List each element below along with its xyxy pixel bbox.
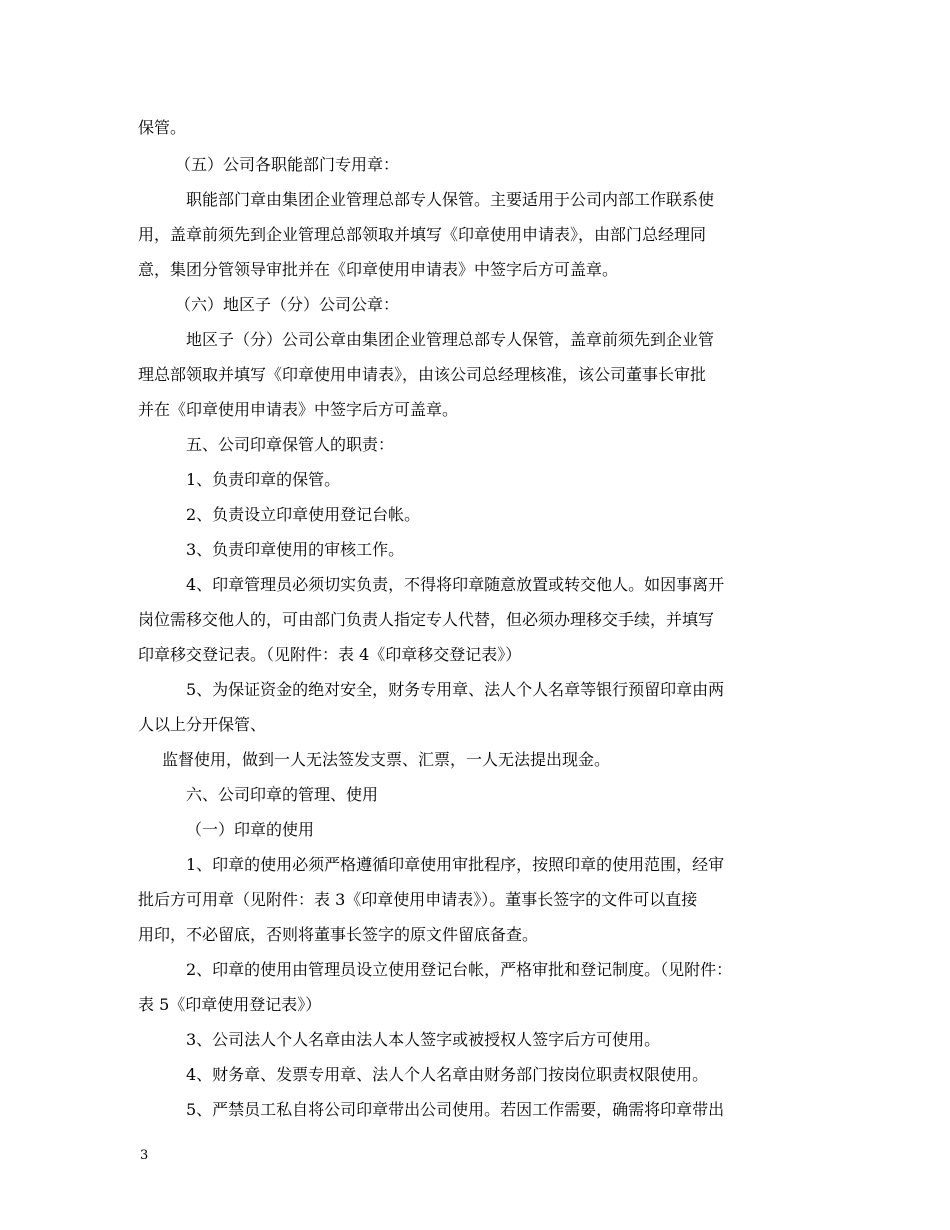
section-heading: （六）地区子（分）公司公章： (175, 295, 400, 314)
list-item: 1、负责印章的保管。 (186, 470, 341, 489)
text-line: 保管。 (138, 118, 187, 137)
text-line: 批后方可用章（见附件：表 3《印章使用申请表》）。董事长签字的文件可以直接 (138, 890, 698, 909)
text-line: 人以上分开保管、 (138, 715, 267, 734)
list-item: 4、财务章、发票专用章、法人个人名章由财务部门按岗位职责权限使用。 (186, 1065, 709, 1084)
text-line: 监督使用，做到一人无法签发支票、汇票，一人无法提出现金。 (162, 750, 611, 769)
text-line: 用印，不必留底，否则将董事长签字的原文件留底备查。 (138, 925, 539, 944)
section-heading: 六、公司印章的管理、使用 (186, 785, 379, 804)
text-line: 地区子（分）公司公章由集团企业管理总部专人保管，盖章前须先到企业管 (186, 330, 715, 349)
text-line: 职能部门章由集团企业管理总部专人保管。主要适用于公司内部工作联系使 (186, 190, 715, 209)
section-heading: （五）公司各职能部门专用章： (175, 155, 400, 174)
list-item: 5、严禁员工私自将公司印章带出公司使用。若因工作需要，确需将印章带出 (186, 1100, 725, 1119)
list-item: 3、负责印章使用的审核工作。 (186, 540, 405, 559)
page-number: 3 (140, 1148, 149, 1163)
text-line: 岗位需移交他人的，可由部门负责人指定专人代替，但必须办理移交手续，并填写 (138, 610, 715, 629)
text-line: 用，盖章前须先到企业管理总部领取并填写《印章使用申请表》，由部门总经理同 (138, 225, 707, 244)
section-heading: 五、公司印章保管人的职责： (186, 435, 395, 454)
list-item: 2、印章的使用由管理员设立使用登记台帐，严格审批和登记制度。（见附件： (186, 960, 733, 979)
text-line: 并在《印章使用申请表》中签字后方可盖章。 (138, 400, 459, 419)
text-line: 印章移交登记表。（见附件：表 4《印章移交登记表》） (138, 645, 522, 664)
text-line: 表 5《印章使用登记表》） (138, 995, 322, 1014)
list-item: 1、印章的使用必须严格遵循印章使用审批程序，按照印章的使用范围，经审 (186, 855, 725, 874)
list-item: 3、公司法人个人名章由法人本人签字或被授权人签字后方可使用。 (186, 1030, 661, 1049)
list-item: 2、负责设立印章使用登记台帐。 (186, 505, 421, 524)
list-item: 5、为保证资金的绝对安全，财务专用章、法人个人名章等银行预留印章由两 (186, 680, 725, 699)
text-line: 意，集团分管领导审批并在《印章使用申请表》中签字后方可盖章。 (138, 260, 619, 279)
text-line: 理总部领取并填写《印章使用申请表》，由该公司总经理核准，该公司董事长审批 (138, 365, 707, 384)
section-heading: （一）印章的使用 (186, 820, 315, 839)
list-item: 4、印章管理员必须切实负责，不得将印章随意放置或转交他人。如因事离开 (186, 575, 725, 594)
